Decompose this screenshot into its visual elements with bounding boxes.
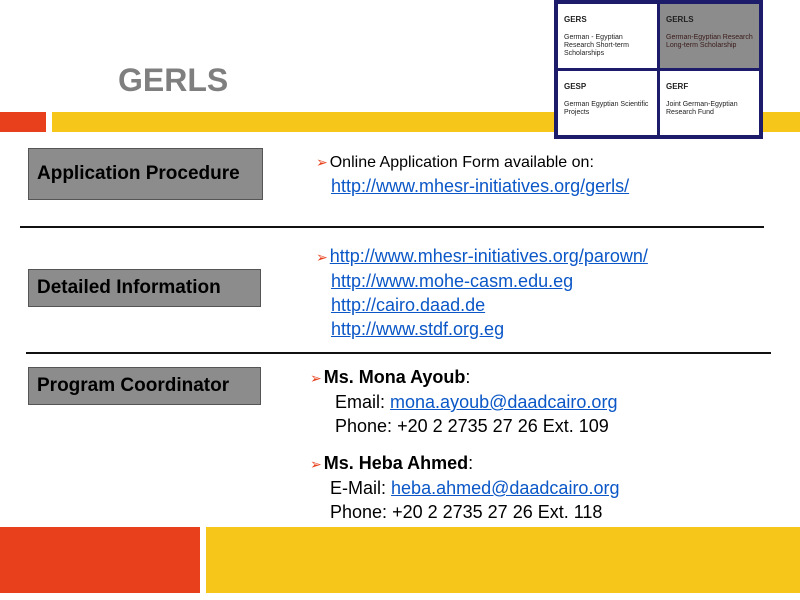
phone-number: +20 2 2735 27 26 Ext. 109 [397, 416, 609, 436]
detailed-links-block [316, 244, 648, 341]
coordinator-name: Ms. Heba Ahmed [323, 453, 469, 473]
arrow-bullet-icon: ➢ [310, 456, 322, 472]
program-desc: German - Egyptian Research Short-term Scholarships [564, 34, 629, 57]
accent-bar-red-top [0, 112, 46, 132]
program-code: GERF [666, 82, 689, 91]
detail-link-daad[interactable]: http://cairo.daad.de [331, 295, 486, 315]
program-code: GERLS [666, 15, 694, 24]
application-url-link[interactable]: http://www.mhesr-initiatives.org/gerls/ [331, 176, 630, 196]
arrow-bullet-icon: ➢ [316, 249, 328, 265]
detail-link-parown[interactable]: http://www.mhesr-initiatives.org/parown/ [329, 246, 648, 266]
phone-label: Phone: [335, 416, 393, 436]
program-cell-gers [558, 4, 657, 68]
divider-1 [20, 226, 764, 228]
email-link[interactable]: mona.ayoub@daadcairo.org [390, 392, 618, 412]
program-grid [554, 0, 763, 139]
application-procedure-label: Application Procedure [28, 148, 263, 200]
application-block [316, 151, 629, 198]
program-desc: German Egyptian Scientific Projects [564, 101, 649, 116]
arrow-bullet-icon: ➢ [310, 370, 322, 386]
arrow-bullet-icon: ➢ [316, 154, 328, 170]
detail-link-mohe[interactable]: http://www.mohe-casm.edu.eg [331, 271, 574, 291]
divider-2 [26, 352, 771, 354]
application-intro: Online Application Form available on: [329, 154, 594, 171]
program-cell-gesp [558, 71, 657, 135]
email-label: E-Mail: [330, 478, 387, 498]
program-coordinator-label: Program Coordinator [28, 367, 261, 405]
coordinator-name: Ms. Mona Ayoub [323, 367, 466, 387]
accent-bar-yellow-bottom [206, 527, 800, 593]
coordinator-contact: ➢ Ms. Mona Ayoub: Email: mona.ayoub@daadcairo.org Phone: +20 2 2735 27 26 Ext. 109 [310, 367, 618, 436]
program-code: GERS [564, 15, 587, 24]
program-desc: German-Egyptian Research Long-term Scholarship [666, 34, 753, 49]
program-cell-gerf [660, 71, 759, 135]
accent-bar-red-bottom [0, 527, 200, 593]
coordinator-contact: ➢ Ms. Heba Ahmed: E-Mail: heba.ahmed@daadcairo.org Phone: +20 2 2735 27 26 Ext. 118 [310, 453, 620, 522]
page-title: GERLS [118, 62, 229, 98]
program-desc: Joint German-Egyptian Research Fund [666, 101, 738, 116]
program-code: GESP [564, 82, 587, 91]
detailed-information-label: Detailed Information [28, 269, 261, 307]
email-label: Email: [335, 392, 386, 412]
program-cell-gerls [660, 4, 759, 68]
email-link[interactable]: heba.ahmed@daadcairo.org [391, 478, 620, 498]
detail-link-stdf[interactable]: http://www.stdf.org.eg [331, 319, 505, 339]
phone-number: +20 2 2735 27 26 Ext. 118 [392, 502, 603, 522]
phone-label: Phone: [330, 502, 388, 522]
